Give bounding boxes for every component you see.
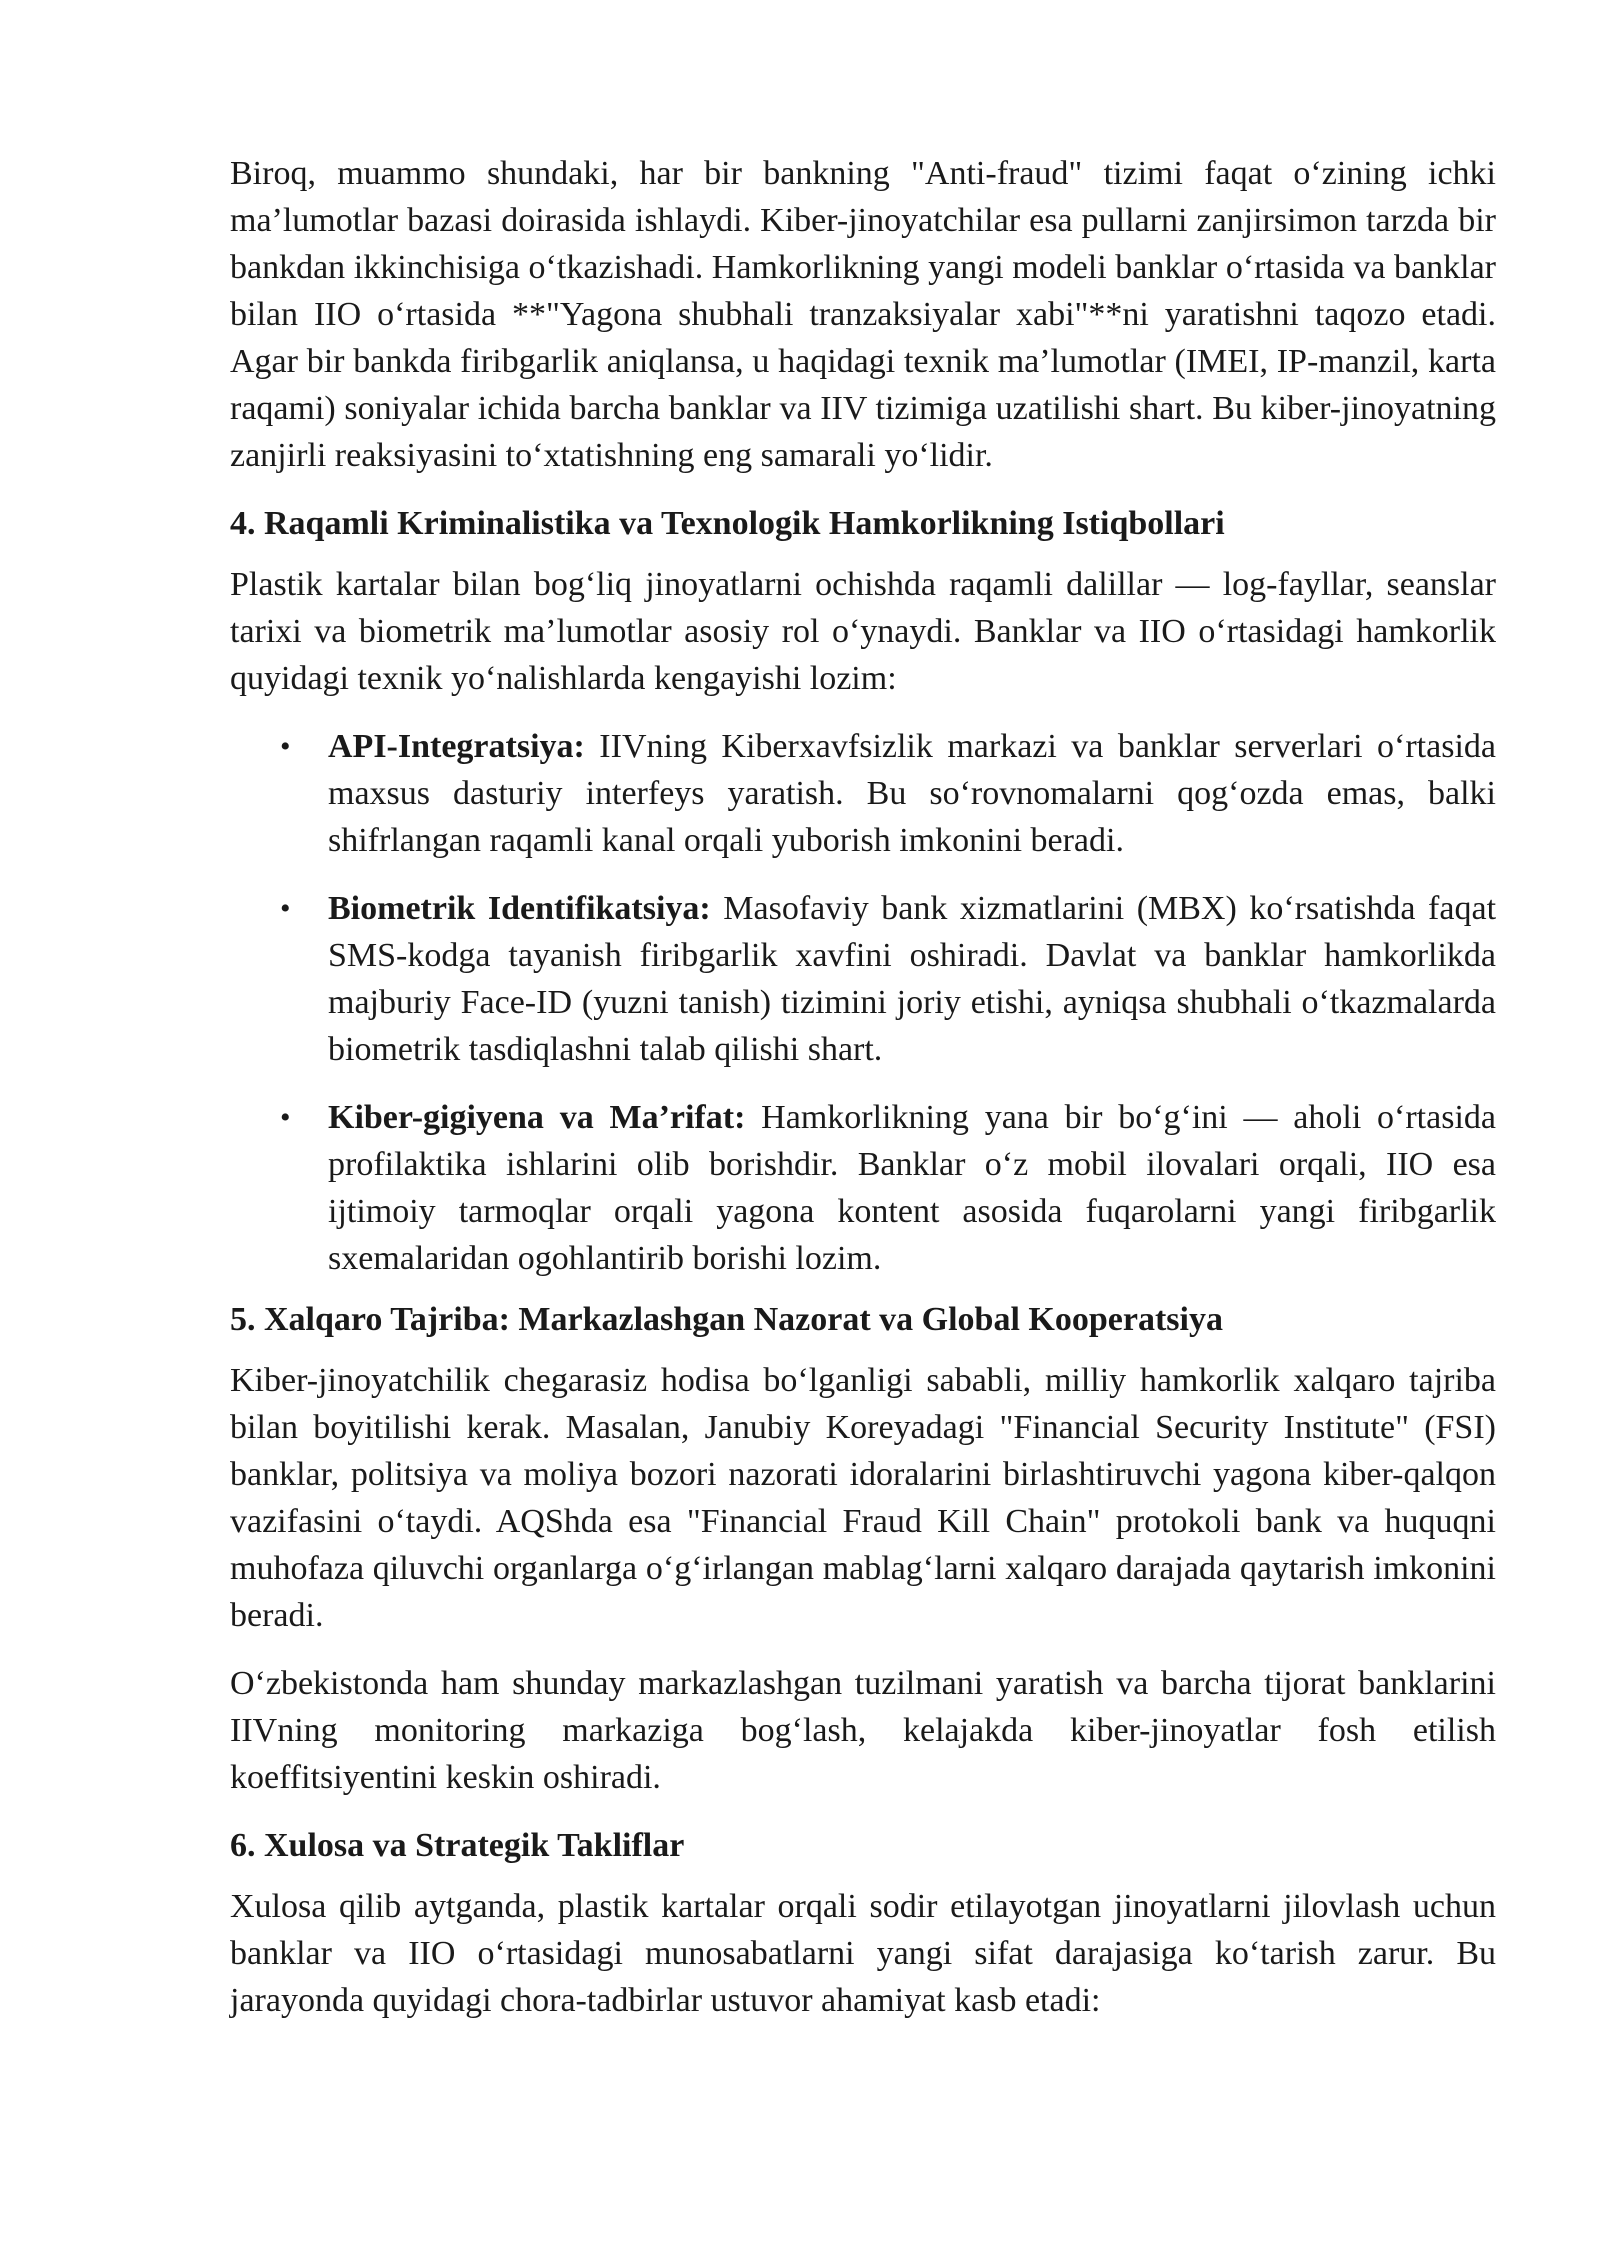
list-item bbox=[230, 1094, 1496, 1282]
bullet-icon: • bbox=[280, 730, 291, 763]
bullet-icon: • bbox=[280, 1101, 291, 1134]
list-item-term: API-Integratsiya: bbox=[328, 728, 585, 765]
list-item-text: Hamkorlikning yana bir bo‘g‘ini — aholi o‘rtasida profilaktika ishlarini olib borishdir. Banklar o‘z mobil ilovalari orqali, IIO esa ijtimoiy tarmoqlar orqali yagona kontent asosida fuqarolarni yangi firibgarlik sxemalaridan ogohlantirib borishi lozim. bbox=[328, 1099, 1496, 1277]
paragraph-anti-fraud: Biroq, muammo shundaki, har bir bankning "Anti-fraud" tizimi faqat o‘zining ichki ma’lumotlar bazasi doirasida ishlaydi. Kiber-jinoyatchilar esa pullarni zanjirsimon tarzda bir bankdan ikkinchisiga o‘tkazishadi. Hamkorlikning yangi modeli banklar o‘rtasida va banklar bilan IIO o‘rtasida **"Yagona shubhali tranzaksiyalar xabi"**ni yaratishni taqozo etadi. Agar bir bankda firibgarlik aniqlansa, u haqidagi texnik ma’lumotlar (IMEI, IP-manzil, karta raqami) soniyalar ichida barcha banklar va IIV tizimiga uzatilishi shart. Bu kiber-jinoyatning zanjirli reaksiyasini to‘xtatishning eng samarali yo‘lidir. bbox=[230, 155, 1496, 474]
bullet-icon: • bbox=[280, 892, 291, 925]
paragraph-conclusion: Xulosa qilib aytganda, plastik kartalar orqali sodir etilayotgan jinoyatlarni jilovlash uchun banklar va IIO o‘rtasidagi munosabatlarni yangi sifat darajasiga ko‘tarish zarur. Bu jarayonda quyidagi chora-tadbirlar ustuvor ahamiyat kasb etadi: bbox=[230, 1888, 1496, 2019]
paragraph-uzbekistan-proposal: O‘zbekistonda ham shunday markazlashgan tuzilmani yaratish va barcha tijorat banklarini IIVning monitoring markaziga bog‘lash, kelajakda kiber-jinoyatlar fosh etilish koeffitsiyentini keskin oshiradi. bbox=[230, 1665, 1496, 1796]
document-page bbox=[230, 150, 1496, 2045]
bullet-list-technical-directions bbox=[230, 723, 1496, 1282]
list-item bbox=[230, 723, 1496, 864]
paragraph-digital-evidence: Plastik kartalar bilan bog‘liq jinoyatlarni ochishda raqamli dalillar — log-fayllar, seanslar tarixi va biometrik ma’lumotlar asosiy rol o‘ynaydi. Banklar va IIO o‘rtasidagi hamkorlik quyidagi texnik yo‘nalishlarda kengayishi lozim: bbox=[230, 566, 1496, 697]
heading-section-5: 5. Xalqaro Tajriba: Markazlashgan Nazorat va Global Kooperatsiya bbox=[230, 1301, 1223, 1338]
list-item-term: Biometrik Identifikatsiya: bbox=[328, 890, 711, 927]
list-item-text: IIVning Kiberxavfsizlik markazi va banklar serverlari o‘rtasida maxsus dasturiy interfeys yaratish. Bu so‘rovnomalarni qog‘ozda emas, balki shifrlangan raqamli kanal orqali yuborish imkonini beradi. bbox=[328, 728, 1496, 859]
paragraph-international-experience: Kiber-jinoyatchilik chegarasiz hodisa bo‘lganligi sababli, milliy hamkorlik xalqaro tajriba bilan boyitilishi kerak. Masalan, Janubiy Koreyadagi "Financial Security Institute" (FSI) banklar, politsiya va moliya bozori nazorati idoralarini birlashtiruvchi yagona kiber-qalqon vazifasini o‘taydi. AQShda esa "Financial Fraud Kill Chain" protokoli bank va huquqni muhofaza qiluvchi organlarga o‘g‘irlangan mablag‘larni xalqaro darajada qaytarish imkonini beradi. bbox=[230, 1362, 1496, 1634]
heading-section-4: 4. Raqamli Kriminalistika va Texnologik Hamkorlikning Istiqbollari bbox=[230, 505, 1225, 542]
list-item bbox=[230, 885, 1496, 1073]
list-item-text: Masofaviy bank xizmatlarini (MBX) ko‘rsatishda faqat SMS-kodga tayanish firibgarlik xavfini oshiradi. Davlat va banklar hamkorlikda majburiy Face-ID (yuzni tanish) tizimini joriy etishi, ayniqsa shubhali o‘tkazmalarda biometrik tasdiqlashni talab qilishi shart. bbox=[328, 890, 1497, 1068]
list-item-term: Kiber-gigiyena va Ma’rifat: bbox=[328, 1099, 746, 1136]
heading-section-6: 6. Xulosa va Strategik Takliflar bbox=[230, 1827, 685, 1864]
